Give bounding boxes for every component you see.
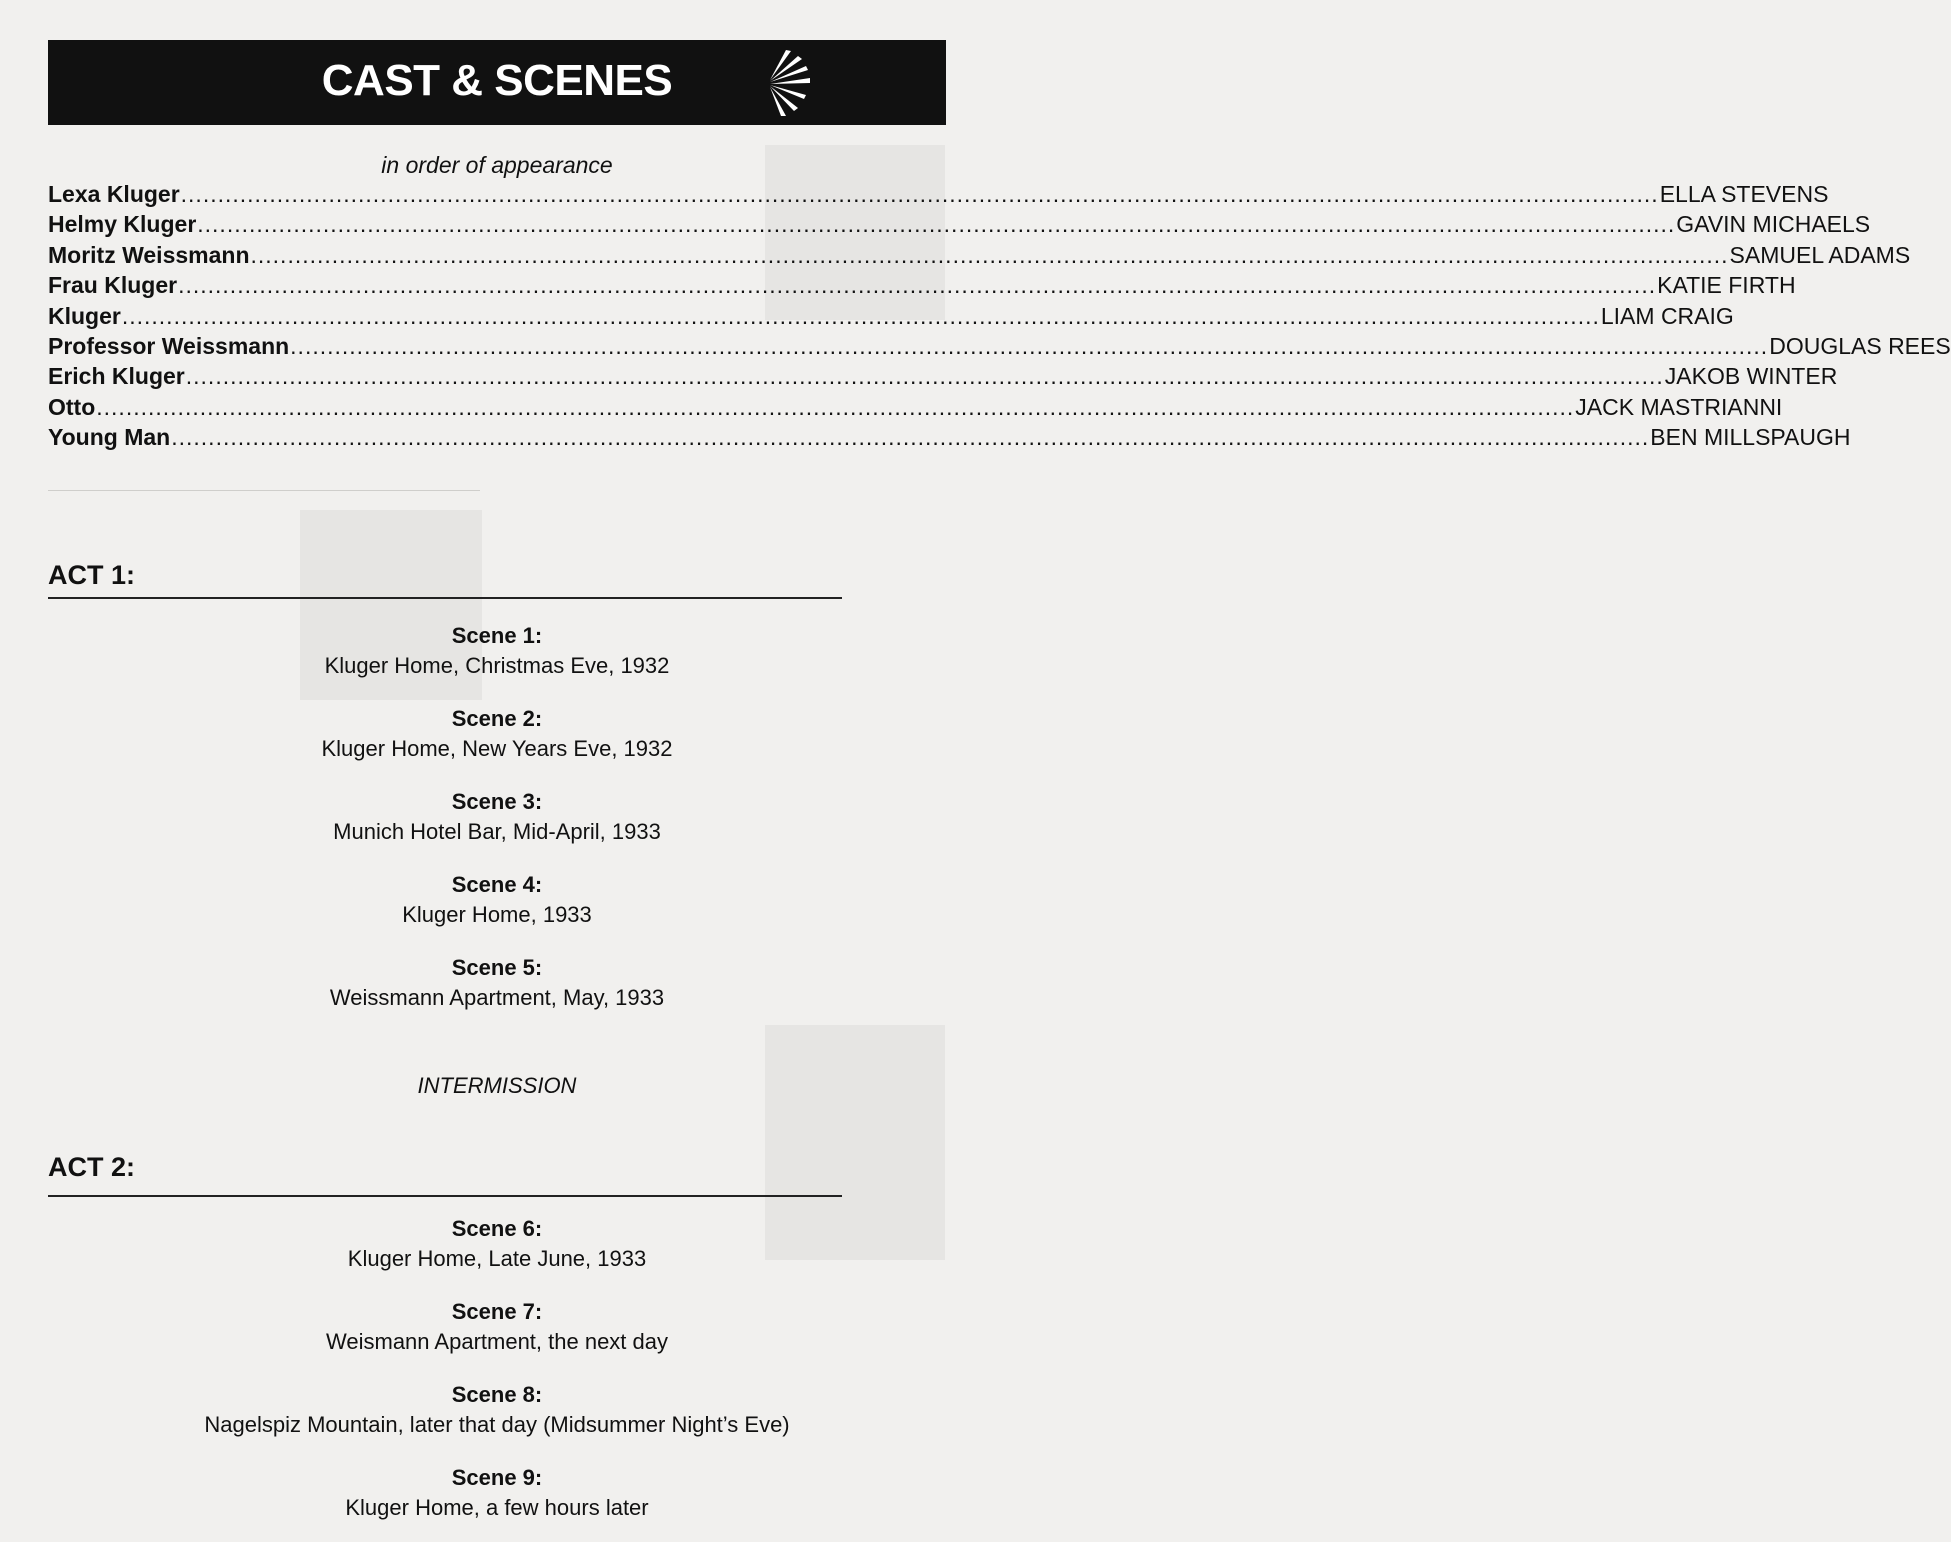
scene-block [48,872,946,928]
scene-setting: Weissmann Apartment, May, 1933 [329,985,665,1010]
scene-title: Scene 6: [451,1216,543,1241]
character-name: Lexa Kluger [48,181,180,207]
scene-block [48,1216,946,1272]
scene-title: Scene 7: [451,1299,543,1324]
scene-setting: Kluger Home, Christmas Eve, 1932 [324,653,670,678]
scene-title: Scene 5: [451,955,543,980]
dot-leader: ........................................................................................................................................................................................................ [178,272,1657,299]
actor-name: JACK MASTRIANNI [1575,393,1783,420]
page-title: CAST & SCENES [321,56,673,105]
starburst-icon [748,48,818,118]
dot-leader: ........................................................................................................................................................................................................ [96,393,1575,420]
scene-setting: Kluger Home, New Years Eve, 1932 [321,736,673,761]
cast-row [48,272,1796,302]
character-name: Professor Weissmann [48,332,290,359]
character-name: Young Man [48,424,171,451]
cast-subtitle: in order of appearance [381,152,613,178]
scene-title: Scene 1: [451,623,543,648]
scene-block [48,1382,946,1438]
dot-leader: ........................................................................................................................................................................................................ [197,211,1676,238]
character-name: Frau Kluger [48,272,178,299]
scene-setting: Kluger Home, 1933 [402,902,592,927]
scene-block [48,1299,946,1355]
actor-name: DOUGLAS REES [1769,332,1951,359]
cast-row [48,332,1951,363]
cast-row [48,363,1838,393]
dot-leader: ........................................................................................................................................................................................................ [121,302,1600,329]
actor-name: BEN MILLSPAUGH [1650,424,1851,451]
scene-setting: Kluger Home, a few hours later [345,1495,649,1520]
act-1-heading: ACT 1: [48,560,135,590]
scene-setting: Kluger Home, Late June, 1933 [347,1246,647,1271]
actor-name: ELLA STEVENS [1659,181,1829,207]
actor-name: SAMUEL ADAMS [1729,241,1911,268]
cast-row [48,393,1783,424]
scene-title: Scene 8: [451,1382,543,1407]
cast-row [48,424,1851,454]
dot-leader: ........................................................................................................................................................................................................ [250,241,1729,268]
scene-block [48,955,946,1011]
dot-leader: ........................................................................................................................................................................................................ [171,424,1650,451]
cast-list [48,181,1951,455]
dot-leader: ........................................................................................................................................................................................................ [290,332,1769,359]
cast-row [48,181,1829,211]
dot-leader: ........................................................................................................................................................................................................ [180,181,1659,207]
act-2-heading: ACT 2: [48,1152,135,1182]
actor-name: KATIE FIRTH [1657,272,1796,299]
scene-title: Scene 9: [451,1465,543,1490]
scene-title: Scene 3: [451,789,543,814]
actor-name: JAKOB WINTER [1664,363,1838,390]
actor-name: LIAM CRAIG [1600,302,1734,329]
act-divider [48,597,842,599]
scene-setting: Weismann Apartment, the next day [326,1329,668,1354]
scene-block [48,623,946,679]
header-banner [48,40,946,125]
act-divider [48,1195,842,1197]
show-through-line [48,490,480,491]
scene-block [48,706,946,762]
cast-row [48,211,1871,241]
scene-title: Scene 4: [451,872,543,897]
character-name: Kluger [48,302,121,329]
intermission-label: INTERMISSION [417,1073,577,1098]
scene-setting: Munich Hotel Bar, Mid-April, 1933 [333,819,661,844]
character-name: Erich Kluger [48,363,185,390]
dot-leader: ........................................................................................................................................................................................................ [185,363,1664,390]
scene-block [48,789,946,845]
character-name: Helmy Kluger [48,211,197,238]
cast-row [48,302,1734,333]
scene-setting: Nagelspiz Mountain, later that day (Midsummer Night’s Eve) [204,1412,790,1437]
character-name: Moritz Weissmann [48,241,250,268]
scene-block [48,1465,946,1521]
cast-row [48,241,1911,272]
scene-title: Scene 2: [451,706,543,731]
actor-name: GAVIN MICHAELS [1676,211,1871,238]
character-name: Otto [48,393,96,420]
